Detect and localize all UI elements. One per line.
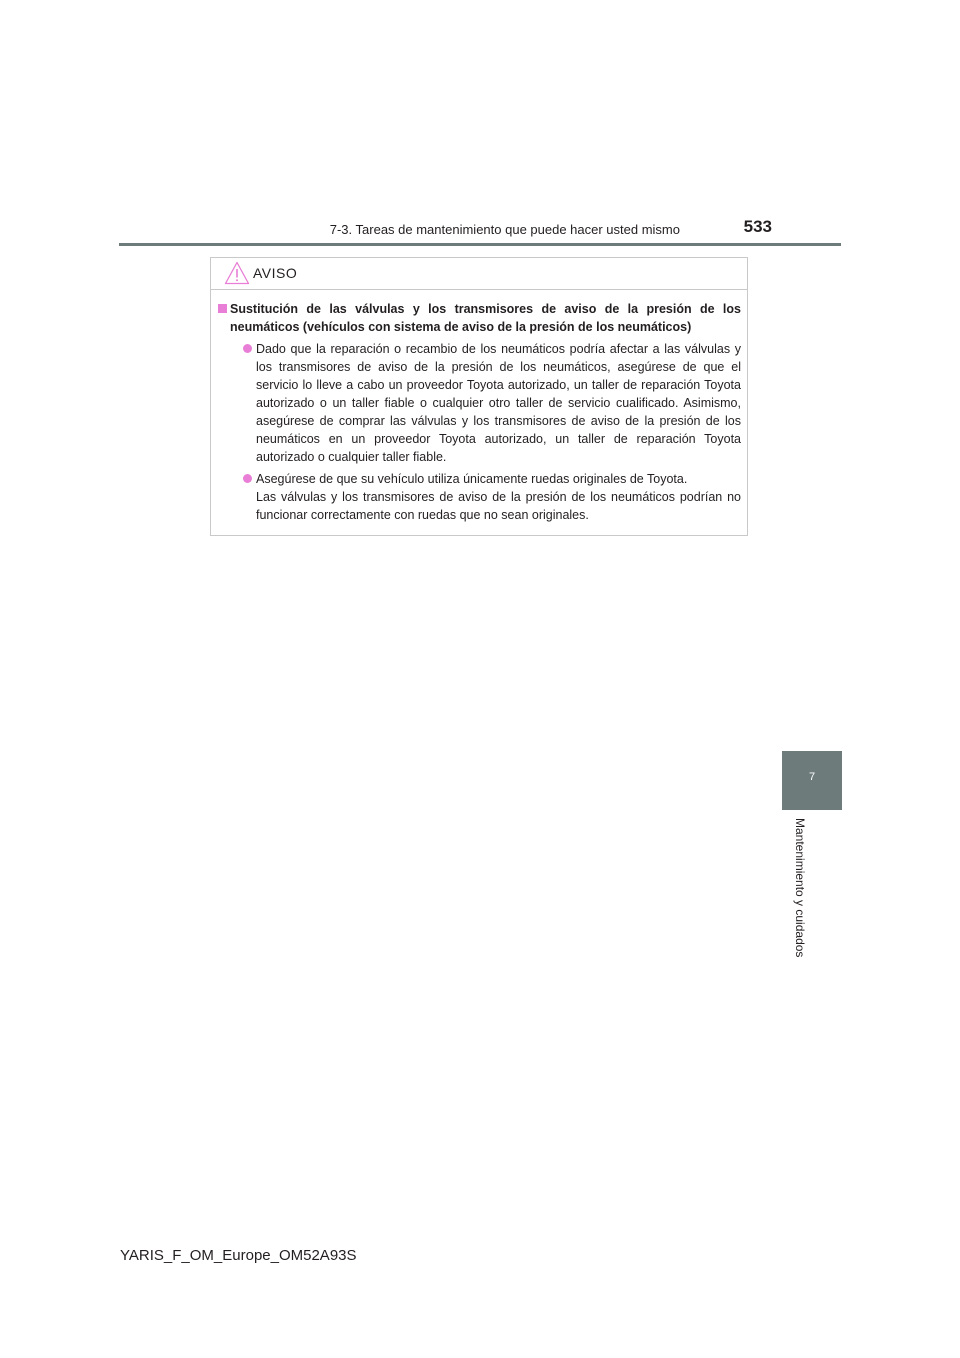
page-number: 533 [743, 217, 772, 236]
header-section-title: 7-3. Tareas de mantenimiento que puede hacer usted mismo [329, 222, 680, 237]
footer-document-code: YARIS_F_OM_Europe_OM52A93S [120, 1247, 357, 1264]
list-item-text: Asegúrese de que su vehículo utiliza únicamente ruedas originales de Toyota. [256, 472, 688, 486]
chapter-tab [782, 751, 842, 810]
warning-triangle-icon [224, 261, 250, 285]
circle-bullet-icon [243, 474, 252, 483]
circle-bullet-icon [243, 344, 252, 353]
header-divider [119, 243, 841, 246]
list-item-text: Las válvulas y los transmisores de aviso de la presión de los neumáticos podrían no funcionar correctamente con ruedas que no sean originales. [256, 490, 741, 522]
warning-section [218, 300, 741, 524]
list-item [230, 340, 741, 466]
warning-header [211, 258, 747, 290]
warning-title: AVISO [253, 265, 298, 281]
square-bullet-icon [218, 304, 227, 313]
list-item-text: Dado que la reparación o recambio de los neumáticos podría afectar a las válvulas y los transmisores de aviso de la presión de los neumáticos, asegúrese de que el servicio lo lleve a cabo un proveedor Toyota autorizado, un taller de reparación Toyota autorizado o un taller fiable o cualquier otro taller de servicio cualificado. Asimismo, asegúrese de comprar las válvulas y los transmisores de aviso de la presión de los neumáticos en un proveedor Toyota autorizado, un taller de reparación Toyota autorizado o cualquier taller fiable. [256, 342, 741, 464]
chapter-side-label: Mantenimiento y cuidados [793, 818, 807, 958]
chapter-number: 7 [808, 771, 816, 783]
warning-content [218, 300, 741, 524]
list-item [230, 470, 741, 524]
warning-box [210, 257, 748, 536]
warning-section-title: Sustitución de las válvulas y los transmisores de aviso de la presión de los neumáticos (vehículos con sistema de aviso de la presión de los neumáticos) [230, 302, 741, 334]
